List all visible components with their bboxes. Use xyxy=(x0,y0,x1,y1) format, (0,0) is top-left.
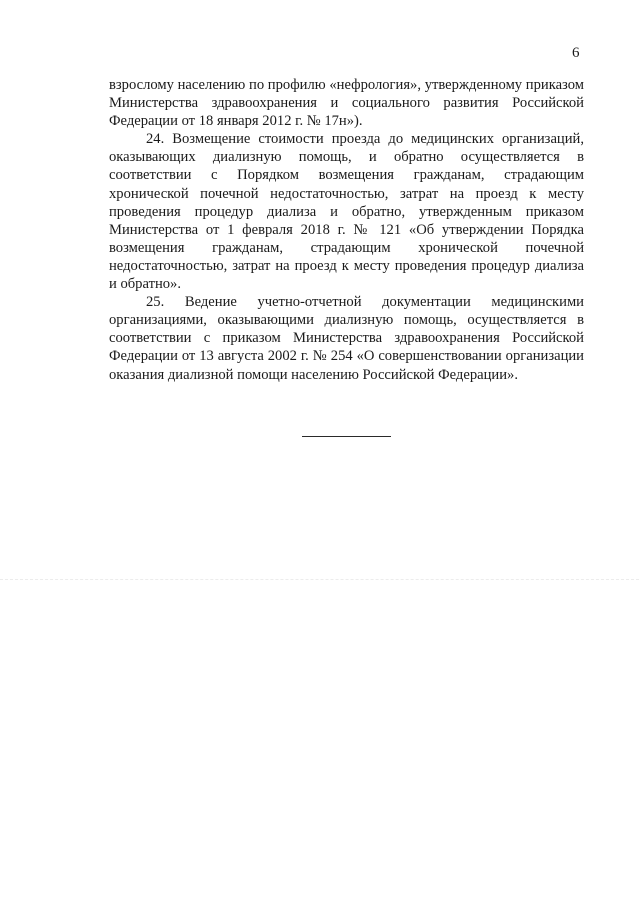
end-of-document-rule xyxy=(302,436,391,437)
paragraph-item-24: 24. Возмещение стоимости проезда до медицинских организаций, оказывающих диализную помощь, и обратно осуществляется в соответствии с Порядком возмещения гражданам, страдающим хронической почечной недостаточностью, затрат на проезд к месту проведения процедур диализа и обратно, утвержденным приказом Министерства от 1 февраля 2018 г. № 121 «Об утверждении Порядка возмещения гражданам, страдающим хронической почечной недостаточностью, затрат на проезд к месту проведения процедур диализа и обратно». xyxy=(109,131,584,293)
scan-artifact-line xyxy=(0,579,639,580)
page-number: 6 xyxy=(572,45,580,61)
paragraph-item-25: 25. Ведение учетно-отчетной документации медицинскими организациями, оказывающими диализную помощь, осуществляется в соответствии с приказом Министерства здравоохранения Российской Федерации от 13 августа 2002 г. № 254 «О совершенствовании организации оказания диализной помощи населению Российской Федерации». xyxy=(109,294,584,383)
document-body xyxy=(109,76,584,384)
paragraph-continuation: взрослому населению по профилю «нефрология», утвержденному приказом Министерства здравоохранения и социального развития Российской Федерации от 18 января 2012 г. № 17н»). xyxy=(109,77,584,130)
